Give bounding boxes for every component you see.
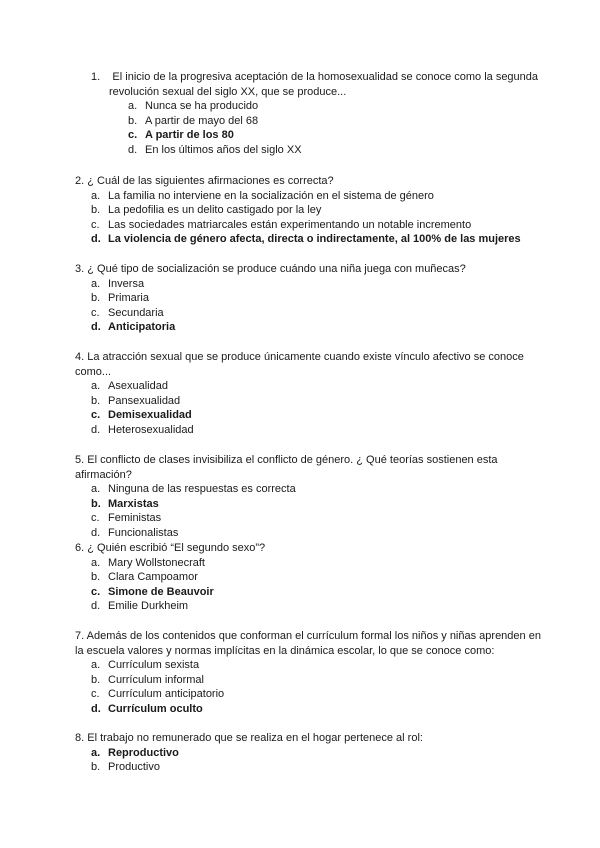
option-2c: c. Las sociedades matriarcales están experimentando un notable incremento [91,218,472,231]
question-7-options [75,658,545,716]
option-7a: a. Currículum sexista [91,659,200,672]
option-4a: a. Asexualidad [91,380,168,393]
option-2a: a. La familia no interviene en la socialización en el sistema de género [91,189,434,202]
question-1 [91,70,546,158]
option-5a: a. Ninguna de las respuestas es correcta [91,483,296,496]
option-3c: c. Secundaria [91,306,164,319]
option-4c-correct: c. Demisexualidad [91,409,192,422]
question-2 [75,174,545,247]
option-1b: b. A partir de mayo del 68 [128,114,259,127]
option-1a: a. Nunca se ha producido [128,100,259,113]
question-5 [75,453,545,541]
question-3-text: 3. ¿ Qué tipo de socialización se produce cuándo una niña juega con muñecas? [75,263,466,275]
question-7 [75,629,545,717]
option-3d-correct: d. Anticipatoria [91,321,176,334]
question-6 [75,541,545,614]
question-1-options [91,99,546,157]
option-5d: d. Funcionalistas [91,526,179,539]
option-8b: b. Productivo [91,761,160,774]
option-2d-correct: d. La violencia de género afecta, directa o indirectamente, al 100% de las mujeres [91,233,521,246]
option-4d: d. Heterosexualidad [91,423,194,436]
question-4-options [75,379,545,437]
question-3-options [75,277,545,335]
question-4-text: 4. La atracción sexual que se produce únicamente cuando existe vínculo afectivo se conoce como... [75,351,524,378]
question-8-options [75,746,545,775]
option-5b-correct: b. Marxistas [91,497,159,510]
option-5c: c. Feministas [91,512,162,525]
option-6b: b. Clara Campoamor [91,571,198,584]
option-6a: a. Mary Wollstonecraft [91,556,205,569]
question-2-options [75,189,545,247]
question-8 [75,731,545,775]
question-2-text: 2. ¿ Cuál de las siguientes afirmaciones es correcta? [75,175,334,187]
option-3a: a. Inversa [91,277,145,290]
question-3 [75,262,545,335]
option-4b: b. Pansexualidad [91,394,181,407]
option-7c: c. Currículum anticipatorio [91,688,225,701]
option-6c-correct: c. Simone de Beauvoir [91,585,214,598]
question-5-text: 5. El conflicto de clases invisibiliza el conflicto de género. ¿ Qué teorías sostienen esta afirmación? [75,454,498,481]
question-6-options [75,556,545,614]
question-5-options [75,482,545,540]
option-1d: d. En los últimos años del siglo XX [128,143,302,156]
question-7-text: 7. Además de los contenidos que conforman el currículum formal los niños y niñas aprenden en la escuela valores y normas implícitas en la dinámica escolar, lo que se conoce como: [75,630,541,657]
question-4 [75,350,545,438]
option-2b: b. La pedofilia es un delito castigado por la ley [91,204,322,217]
option-3b: b. Primaria [91,292,149,305]
question-6-text: 6. ¿ Quién escribió “El segundo sexo”? [75,542,266,554]
option-7b: b. Currículum informal [91,673,204,686]
option-8a-correct: a. Reproductivo [91,746,179,759]
question-8-text: 8. El trabajo no remunerado que se realiza en el hogar pertenece al rol: [75,732,423,744]
option-6d: d. Emilie Durkheim [91,600,189,613]
question-1-text: 1. El inicio de la progresiva aceptación de la homosexualidad se conoce como la segunda revolución sexual del siglo XX, que se produce... [91,71,539,98]
option-7d-correct: d. Currículum oculto [91,702,203,715]
option-1c-correct: c. A partir de los 80 [128,129,234,142]
